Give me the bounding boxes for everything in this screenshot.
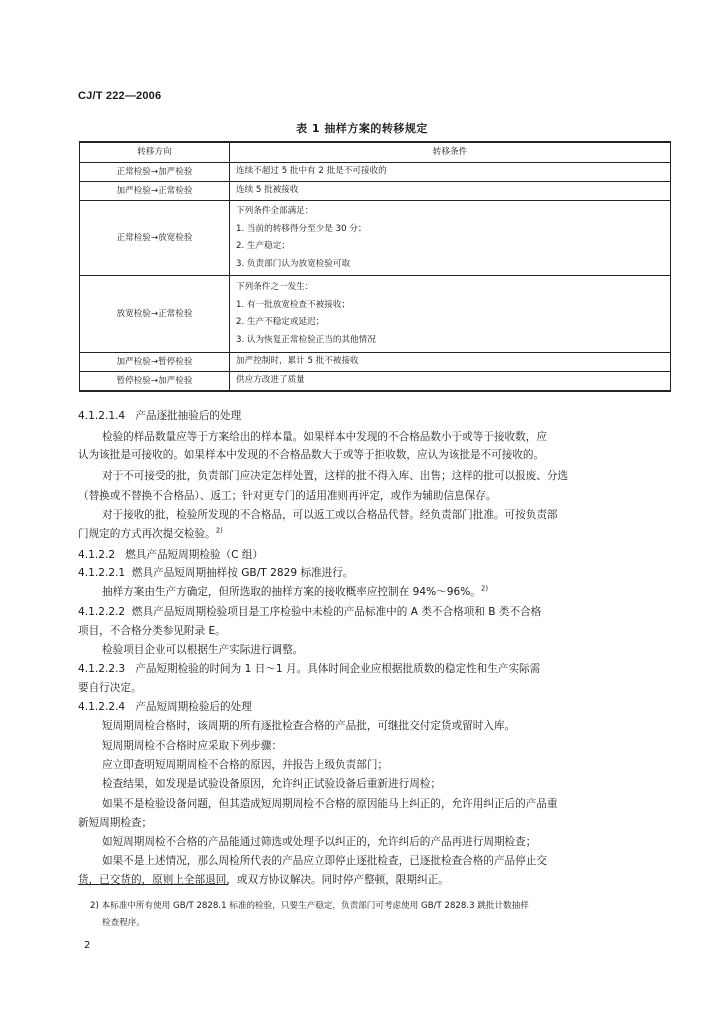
paragraph-line: 对于不可接受的批，负责部门应决定怎样处置，这样的批不得入库、出售；这样的批可以报废、分选: [102, 470, 569, 482]
paragraph-line: 应立即查明短周期周检不合格的原因，并报告上级负责部门；: [102, 759, 389, 771]
footnote-line: 检查程序。: [102, 918, 145, 928]
paragraph-line: 项目，不合格分类参见附录 E。: [78, 625, 226, 637]
condition-cell: 供应方改进了质量: [230, 372, 671, 392]
paragraph-line: 4.1.2.2.1 燃具产品短周期抽样按 GB/T 2829 标准进行。: [78, 567, 354, 579]
condition-cell: 连续 5 批被接收: [230, 182, 671, 201]
section-heading: 4.1.2.2 燃具产品短周期检验（C 组）: [78, 549, 264, 561]
paragraph-line: （替换或不替换不合格品）、返工；针对更专门的适用准则再评定，或作为辅助信息保存。: [78, 490, 497, 502]
paragraph-line: 检验的样品数量应等于方案给出的样本量。如果样本中发现的不合格品数小于或等于接收数，应: [102, 431, 547, 443]
paragraph-line: 对于接收的批，检验所发现的不合格品，可以返工或以合格品代替。经负责部门批准。可按负责部: [102, 509, 558, 521]
column-header-direction: 转移方向: [80, 142, 230, 163]
table-row: [80, 163, 671, 182]
column-header-condition: 转移条件: [230, 142, 671, 163]
paragraph-line: 认为该批是可接收的。如果样本中发现的不合格品数大于或等于拒收数，应认为该批是不可接收的。: [78, 449, 545, 461]
footnote-divider: [78, 884, 228, 885]
transfer-rules-table: [79, 141, 671, 392]
paragraph-line: 4.1.2.2.3 产品短期检验的时间为 1 日～1 月。具体时间企业应根据批质数的稳定性和生产实际需: [78, 663, 541, 675]
condition-cell: 连续不超过 5 批中有 2 批是不可接收的: [230, 163, 671, 182]
direction-cell: 放宽检验→正常检验: [80, 276, 230, 353]
paragraph-line: 抽样方案由生产方确定，但所选取的抽样方案的接收概率应控制在 94%～96%。$^{2)}$: [102, 584, 489, 598]
paragraph-line: 新短周期检查；: [78, 817, 153, 829]
table-row: [80, 182, 671, 201]
direction-cell: 暂停检验→加严检验: [80, 372, 230, 392]
direction-cell: 正常检验→放宽检验: [80, 201, 230, 276]
paragraph-line: 货，已交货的，原则上全部退回，或双方协议解决。同时停产整顿，限期纠正。: [78, 874, 449, 886]
condition-cell: 加严控制时，累计 5 批不被接收: [230, 353, 671, 372]
table-title: 表 1 抽样方案的转移规定: [296, 122, 428, 135]
direction-cell: 加严检验→正常检验: [80, 182, 230, 201]
direction-cell: 加严检验→暂停检验: [80, 353, 230, 372]
paragraph-line: 短周期周检合格时，该周期的所有逐批检查合格的产品批，可继批交付定货或留时入库。: [102, 720, 516, 732]
section-heading: 4.1.2.1.4 产品逐批抽验后的处理: [78, 410, 242, 422]
paragraph-line: 如果不是上述情况，那么周检所代表的产品应立即停止逐批检查，已逐批检查合格的产品停止交: [102, 855, 547, 867]
table-row: [80, 276, 671, 353]
table-header-row: [80, 142, 671, 163]
page-number: 2: [84, 940, 91, 951]
section-heading: 4.1.2.2.4 产品短周期检验后的处理: [78, 701, 252, 713]
paragraph-line: 短周期周检不合格时应采取下列步骤：: [102, 740, 283, 752]
footnote-ref: 2): [215, 526, 223, 535]
direction-cell: 正常检验→加严检验: [80, 163, 230, 182]
paragraph-line: 4.1.2.2.2 燃具产品短周期检验项目是工序检验中未检的产品标准中的 A 类不合格项和 B 类不合格: [78, 606, 542, 618]
footnote-ref: 2): [480, 584, 489, 593]
paragraph-line: 要自行决定。: [78, 682, 142, 694]
paragraph-line: 门规定的方式再次提交检验。$^{2)}$: [78, 526, 223, 540]
table-row: [80, 201, 671, 276]
condition-cell: 下列条件全部满足： 1. 当前的转移得分至少是 30 分； 2. 生产稳定； 3. 负责部门认为放宽检验可取: [230, 201, 671, 276]
table-row: [80, 353, 671, 372]
footnote-line: 2) 本标准中所有使用 GB/T 2828.1 标准的检验，只要生产稳定，负责部门可考虑使用 GB/T 2828.3 跳批计数抽样: [90, 901, 529, 911]
table-row: [80, 372, 671, 392]
document-id: CJ/T 222—2006: [78, 90, 162, 102]
condition-cell: 下列条件之一发生： 1. 有一批放宽检查不被接收； 2. 生产不稳定或延迟； 3. 认为恢复正常检验正当的其他情况: [230, 276, 671, 353]
paragraph-line: 如短周期周检不合格的产品能通过筛选或处理予以纠正的，允许纠后的产品再进行周期检查；: [102, 836, 537, 848]
paragraph-line: 如果不是检验设备问题，但其造成短周期周检不合格的原因能马上纠正的，允许用纠正后的产品重: [102, 798, 558, 810]
paragraph-line: 检验项目企业可以根据生产实际进行调整。: [102, 644, 304, 656]
paragraph-line: 检查结果，如发现是试验设备原因，允许纠正试验设备后重新进行周检；: [102, 778, 441, 790]
